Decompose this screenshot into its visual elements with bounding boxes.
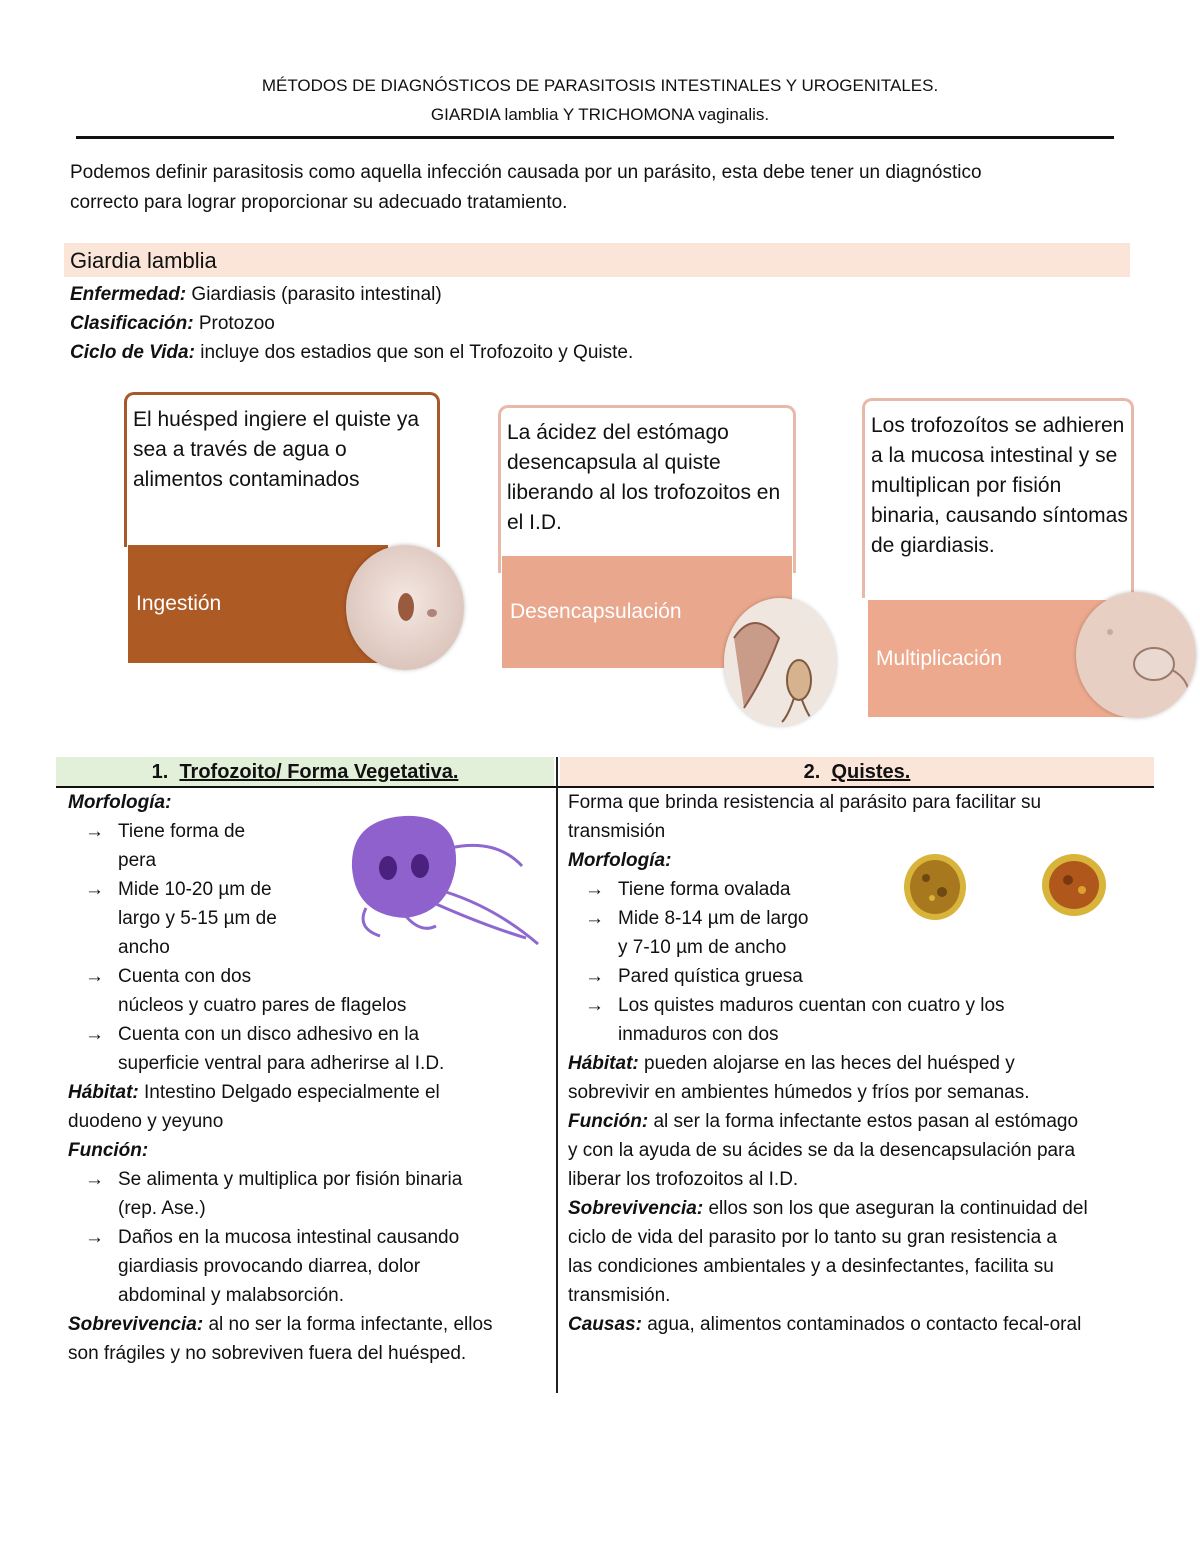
- list-item-line: giardiasis provocando diarrea, dolor: [118, 1256, 421, 1277]
- field-clasificacion: [70, 309, 633, 338]
- label-morfologia: Morfología:: [568, 850, 672, 871]
- label-funcion: Función:: [68, 1140, 149, 1161]
- funcion-text: liberar los trofozoitos al I.D.: [568, 1169, 799, 1190]
- label-funcion: Función:: [568, 1111, 649, 1132]
- cyst-image-2: [1040, 852, 1108, 918]
- cycle-step-text: La ácidez del estómago desencapsula al quiste liberando al los trofozoitos en el I.D.: [507, 421, 781, 534]
- list-item-line: Daños en la mucosa intestinal causando: [118, 1227, 460, 1248]
- label-sobrevivencia: Sobrevivencia:: [68, 1314, 204, 1335]
- habitat-text: sobrevivir en ambientes húmedos y fríos por semanas.: [568, 1082, 1030, 1103]
- cycle-step-2-text: [498, 405, 796, 573]
- list-item-line: Tiene forma ovalada: [618, 879, 791, 900]
- list-item-line: Pared quística gruesa: [618, 966, 803, 987]
- header-number: 1.: [151, 761, 169, 783]
- field-ciclo: [70, 338, 633, 367]
- list-item-text: [118, 1223, 459, 1310]
- causas-text: agua, alimentos contaminados o contacto fecal-oral: [641, 1314, 1082, 1335]
- list-item-line: inmaduros con dos: [618, 1024, 779, 1045]
- intestine-image: [724, 598, 836, 726]
- arrow-bullet-icon: →: [585, 995, 604, 1016]
- list-item-text: [618, 962, 803, 991]
- list-item-line: y 7-10 µm de ancho: [618, 937, 787, 958]
- list-item-line: superficie ventral para adherirse al I.D.: [118, 1053, 445, 1074]
- cyst-icon: [902, 852, 968, 922]
- list-item-text: [618, 875, 791, 904]
- list-item-line: Tiene forma de: [118, 821, 246, 842]
- label-sobrevivencia: Sobrevivencia:: [568, 1198, 704, 1219]
- field-value: Giardiasis (parasito intestinal): [186, 284, 442, 305]
- field-label: Ciclo de Vida:: [70, 342, 195, 363]
- list-item-line: núcleos y cuatro pares de flagelos: [118, 995, 407, 1016]
- document-title: MÉTODOS DE DIAGNÓSTICOS DE PARASITOSIS INTESTINALES Y UROGENITALES.: [261, 76, 939, 95]
- header-label: Trofozoito/ Forma Vegetativa.: [179, 761, 459, 783]
- label-morfologia: Morfología:: [68, 792, 172, 813]
- cycle-step-3-text: [862, 398, 1134, 598]
- sobrevivencia-text: son frágiles y no sobreviven fuera del huésped.: [68, 1343, 467, 1364]
- sobrevivencia-text: las condiciones ambientales y a desinfectantes, facilita su: [568, 1256, 1054, 1277]
- cycle-step-text: El huésped ingiere el quiste ya sea a través de agua o alimentos contaminados: [133, 408, 420, 491]
- list-item-line: ancho: [118, 937, 170, 958]
- label-habitat: Hábitat:: [68, 1082, 139, 1103]
- cyst-icon: [1040, 852, 1108, 918]
- field-value: incluye dos estadios que son el Trofozoito y Quiste.: [194, 342, 634, 363]
- trophozoite-image: [1076, 592, 1196, 718]
- sobrevivencia-text: al no ser la forma infectante, ellos: [203, 1314, 493, 1335]
- list-item-text: [618, 991, 1005, 1049]
- list-item: [568, 962, 1148, 991]
- funcion-text: y con la ayuda de su ácides se da la desencapsulación para: [568, 1140, 1076, 1161]
- list-item: [68, 1165, 548, 1223]
- list-item: [68, 962, 548, 1020]
- list-item-line: pera: [118, 850, 157, 871]
- list-item-line: Mide 8-14 µm de largo: [618, 908, 809, 929]
- arrow-bullet-icon: →: [85, 1169, 104, 1190]
- sobrevivencia-text: transmisión.: [568, 1285, 671, 1306]
- cyst-image: [346, 545, 464, 670]
- intestine-illustration-icon: [724, 598, 836, 726]
- title-divider: [76, 136, 1114, 139]
- funcion-text: al ser la forma infectante estos pasan al estómago: [648, 1111, 1079, 1132]
- list-item-line: (rep. Ase.): [118, 1198, 206, 1219]
- arrow-bullet-icon: →: [85, 821, 104, 842]
- list-item-line: Se alimenta y multiplica por fisión binaria: [118, 1169, 463, 1190]
- sobrevivencia-text: ciclo de vida del parasito por lo tanto su gran resistencia a: [568, 1227, 1057, 1248]
- cyst-microscope-icon: [346, 545, 464, 670]
- list-item-text: [118, 1165, 462, 1223]
- document-subtitle: GIARDIA lamblia Y TRICHOMONA vaginalis.: [430, 105, 770, 124]
- arrow-bullet-icon: →: [585, 879, 604, 900]
- arrow-bullet-icon: →: [85, 879, 104, 900]
- sobrevivencia-text: ellos son los que aseguran la continuidad del: [703, 1198, 1088, 1219]
- table-header-quistes: [560, 757, 1154, 787]
- list-item-text: [118, 962, 406, 1020]
- field-value: Protozoo: [193, 313, 275, 334]
- giardia-trophozoite-image: [346, 808, 542, 948]
- list-item-line: Mide 10-20 µm de: [118, 879, 272, 900]
- field-enfermedad: [70, 280, 633, 309]
- cycle-step-text: Los trofozoítos se adhieren a la mucosa intestinal y se multiplican por fisión binaria, causando síntomas de giardiasis.: [871, 414, 1128, 557]
- intro-paragraph: [70, 158, 1130, 218]
- header-label: Quistes.: [831, 761, 911, 783]
- habitat-text: duodeno y yeyuno: [68, 1111, 224, 1132]
- cycle-step-1-text: [124, 392, 440, 547]
- intro-line: Podemos definir parasitosis como aquella infección causada por un parásito, esta debe tener un diagnóstico: [70, 162, 982, 183]
- label-habitat: Hábitat:: [568, 1053, 639, 1074]
- quistes-intro: transmisión: [568, 821, 666, 842]
- list-item-text: [118, 1020, 444, 1078]
- list-item-line: Los quistes maduros cuentan con cuatro y los: [618, 995, 1005, 1016]
- list-item-line: largo y 5-15 µm de: [118, 908, 277, 929]
- list-item-text: [618, 904, 808, 962]
- cycle-stage-label: Desencapsulación: [510, 600, 682, 623]
- quistes-intro: Forma que brinda resistencia al parásito para facilitar su: [568, 792, 1042, 813]
- funcion-list: [68, 1165, 548, 1310]
- section-heading: Giardia lamblia: [64, 243, 1130, 277]
- list-item-line: Cuenta con dos: [118, 966, 252, 987]
- list-item-text: [118, 817, 245, 875]
- list-item-line: Cuenta con un disco adhesivo en la: [118, 1024, 420, 1045]
- field-label: Clasificación:: [70, 313, 194, 334]
- cycle-stage-label: Multiplicación: [876, 646, 1003, 670]
- arrow-bullet-icon: →: [585, 908, 604, 929]
- list-item: [568, 991, 1148, 1049]
- field-label: Enfermedad:: [70, 284, 187, 305]
- arrow-bullet-icon: →: [85, 966, 104, 987]
- list-item: [68, 1020, 548, 1078]
- table-header-trofozoito: [56, 757, 554, 787]
- list-item-text: [118, 875, 277, 962]
- table-column-divider: [556, 757, 558, 1393]
- arrow-bullet-icon: →: [585, 966, 604, 987]
- giardia-trophozoite-icon: [346, 808, 542, 948]
- list-item-line: abdominal y malabsorción.: [118, 1285, 345, 1306]
- label-causas: Causas:: [568, 1314, 642, 1335]
- header-number: 2.: [803, 761, 821, 783]
- list-item: [68, 1223, 548, 1310]
- cyst-image-1: [902, 852, 968, 922]
- arrow-bullet-icon: →: [85, 1227, 104, 1248]
- arrow-bullet-icon: →: [85, 1024, 104, 1045]
- intro-line: correcto para lograr proporcionar su adecuado tratamiento.: [70, 192, 568, 213]
- cycle-stage-label: Ingestión: [136, 592, 222, 615]
- habitat-text: Intestino Delgado especialmente el: [138, 1082, 440, 1103]
- habitat-text: pueden alojarse en las heces del huésped y: [638, 1053, 1015, 1074]
- trophozoite-microscope-icon: [1076, 592, 1196, 718]
- section-fields: [70, 280, 633, 367]
